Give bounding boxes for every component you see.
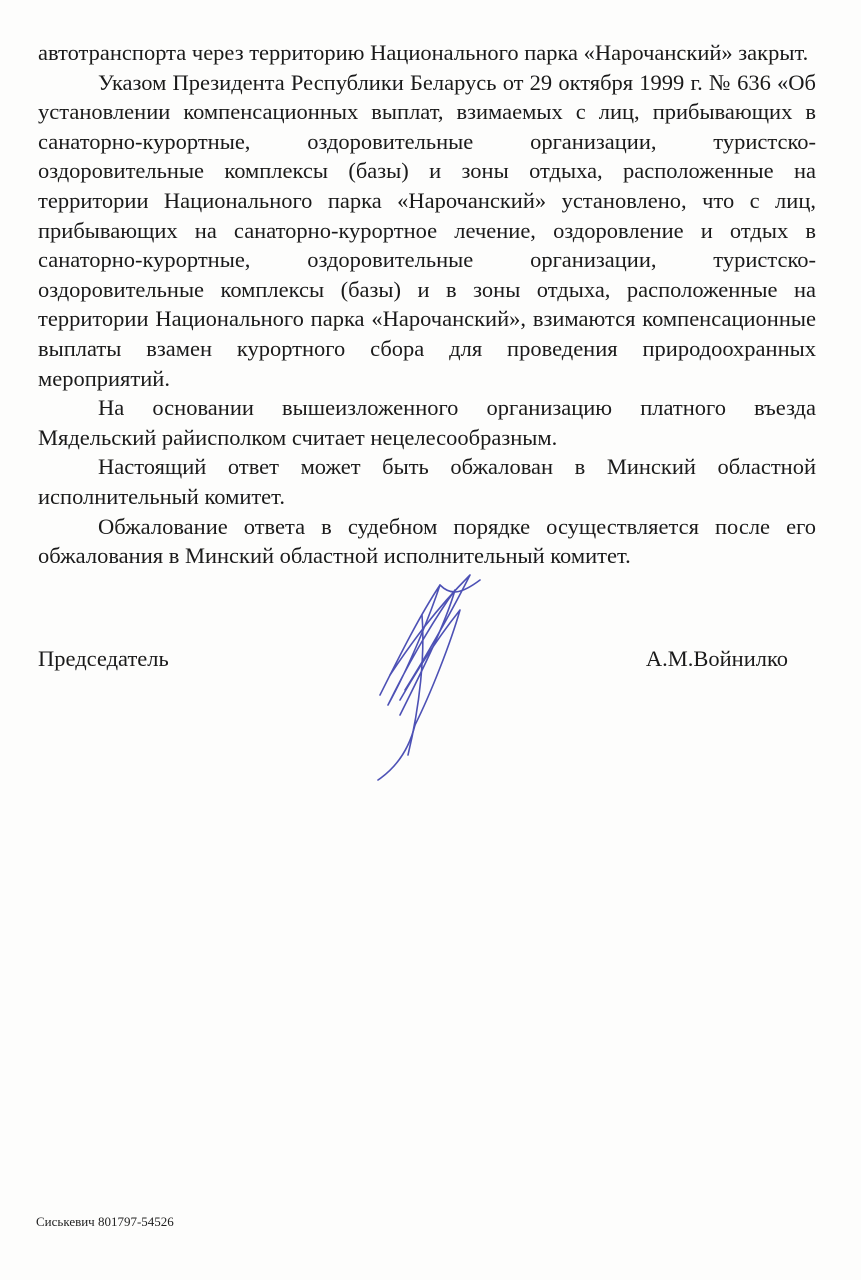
paragraph-court-appeal: Обжалование ответа в судебном порядке осуществляется после его обжалования в Минский областной исполнительный комитет. xyxy=(38,513,816,569)
signer-name: А.М.Войнилко xyxy=(645,646,788,671)
letter-body xyxy=(38,38,816,571)
signer-title: Председатель xyxy=(38,646,169,671)
handwritten-signature xyxy=(360,555,510,795)
paragraph-appeal: Настоящий ответ может быть обжалован в Минский областной исполнительный комитет. xyxy=(38,454,816,509)
executor-note: Сиськевич 801797-54526 xyxy=(36,1214,174,1229)
paragraph-conclusion: На основании вышеизложенного организацию платного въезда Мядельский райисполком считает нецелесообразным. xyxy=(38,395,816,450)
paragraph-decree: Указом Президента Республики Беларусь от 29 октября 1999 г. № 636 «Об установлении компенсационных выплат, взимаемых с лиц, прибывающих в санаторно-курортные, оздоровительные организации, туристско-оздоровительные комплексы (базы) и зоны отдыха, расположенные на территории Национального парка «Нарочанский» установлено, что с лиц, прибывающих на санаторно-курортное лечение, оздоровление и отдых в санаторно-курортные, оздоровительные организации, туристско-оздоровительные комплексы (базы) и в зоны отдыха, расположенные на территории Национального парка «Нарочанский», взимаются компенсационные выплаты взамен курортного сбора для проведения природоохранных мероприятий. xyxy=(38,69,816,391)
paragraph-continuation: автотранспорта через территорию Национального парка «Нарочанский» закрыт. xyxy=(38,40,809,65)
